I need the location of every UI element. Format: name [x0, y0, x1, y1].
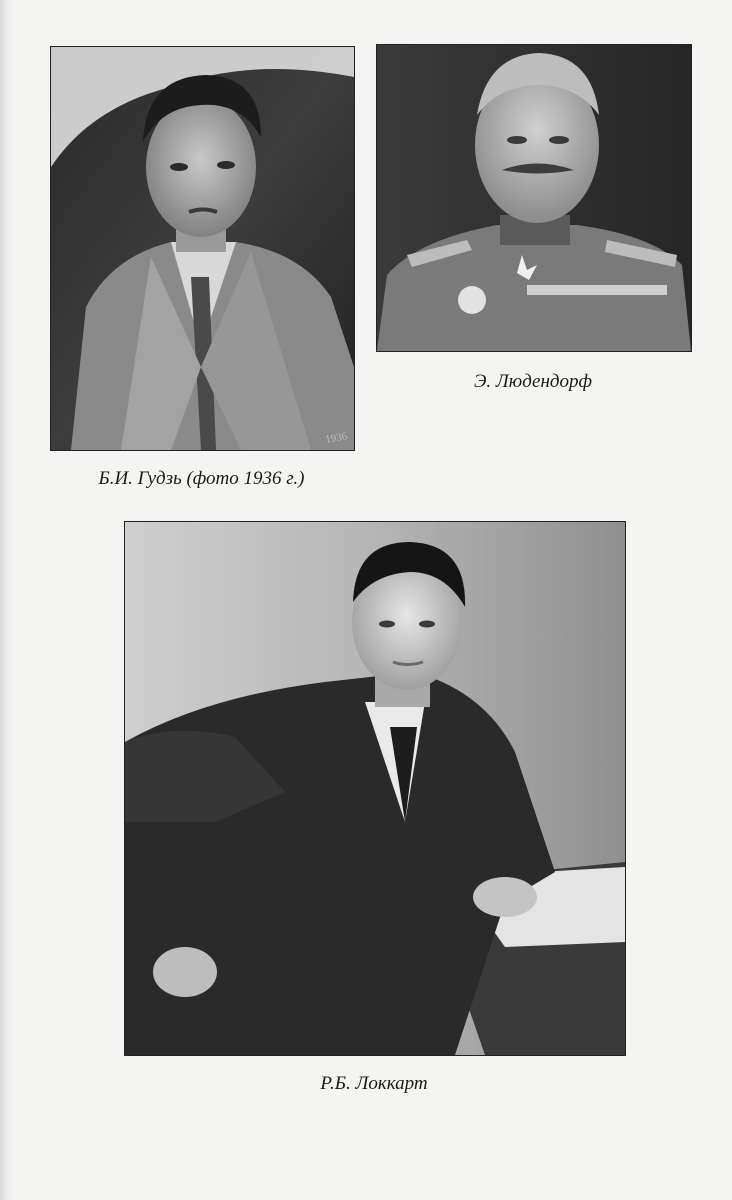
- caption-lockhart: Р.Б. Локкарт: [320, 1073, 428, 1094]
- photo-gudz: [50, 46, 355, 451]
- photo-ludendorff: [376, 44, 692, 352]
- page-binding-shadow: [0, 0, 14, 1200]
- photo-lockhart: [124, 521, 626, 1056]
- corner-mark: 1936: [324, 430, 349, 446]
- caption-gudz: Б.И. Гудзь (фото 1936 г.): [98, 468, 305, 489]
- caption-ludendorff: Э. Людендорф: [473, 371, 592, 392]
